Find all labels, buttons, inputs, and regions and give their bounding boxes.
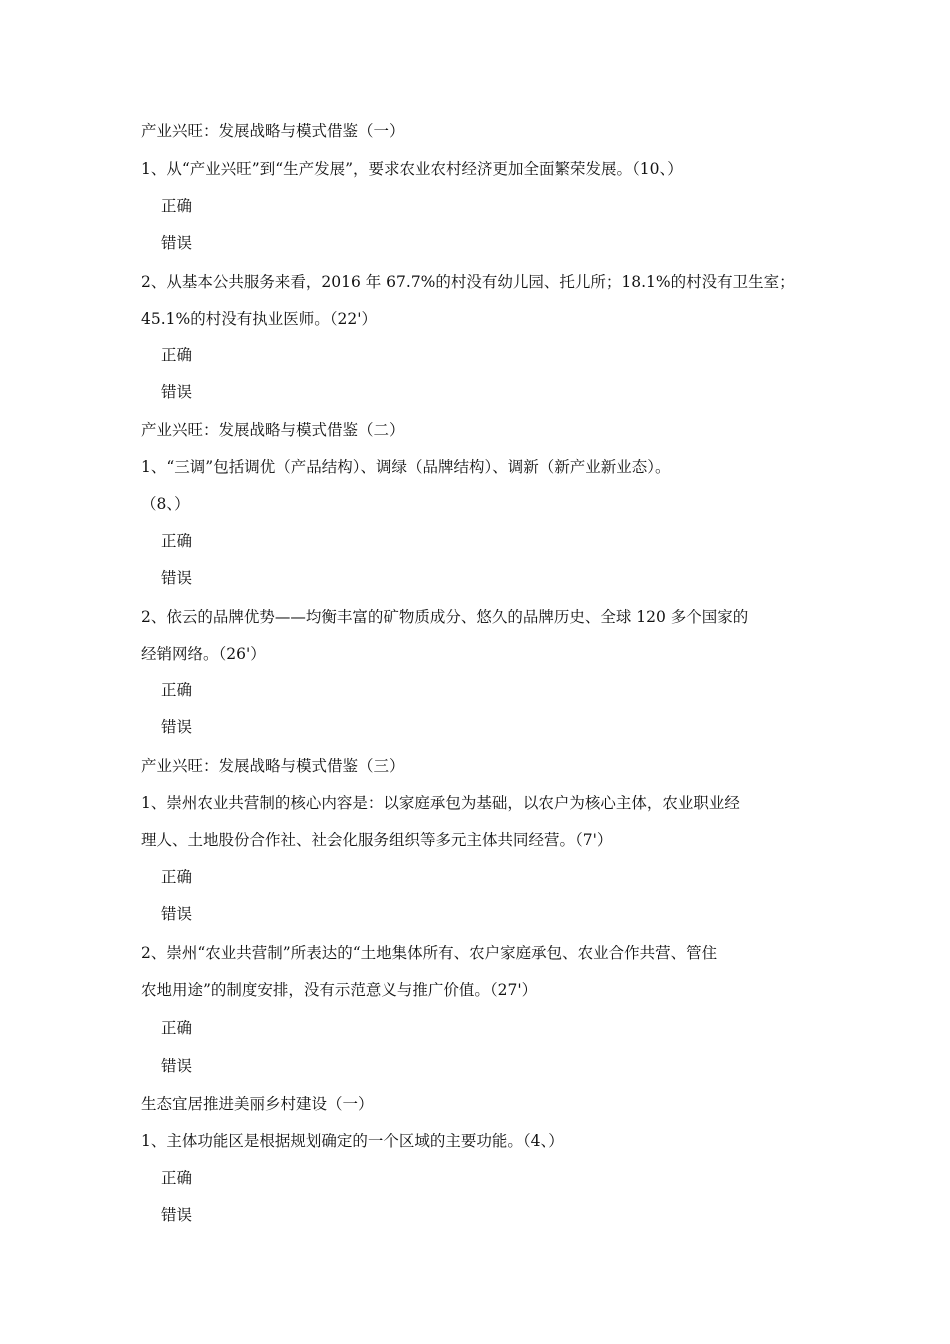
section-title: 生态宜居推进美丽乡村建设（一） <box>141 1095 374 1113</box>
question-text: 1、“三调”包括调优（产品结构）、调绿（品牌结构）、调新（新产业新业态）。 <box>141 458 671 476</box>
question-text-continued: 农地用途”的制度安排，没有示范意义与推广价值。（27'） <box>141 981 538 999</box>
question-text: 2、崇州“农业共营制”所表达的“土地集体所有、农户家庭承包、农业合作共营、管住 <box>141 944 718 962</box>
option-false[interactable]: 错误 <box>161 1206 193 1224</box>
section-title: 产业兴旺：发展战略与模式借鉴（三） <box>141 757 405 775</box>
option-false[interactable]: 错误 <box>161 718 193 736</box>
section-title: 产业兴旺：发展战略与模式借鉴（二） <box>141 421 405 439</box>
option-false[interactable]: 错误 <box>161 569 193 587</box>
option-true[interactable]: 正确 <box>161 197 193 215</box>
question-text: 1、从“产业兴旺”到“生产发展”，要求农业农村经济更加全面繁荣发展。（10、） <box>141 160 683 178</box>
option-true[interactable]: 正确 <box>161 1019 193 1037</box>
question-text: 1、主体功能区是根据规划确定的一个区域的主要功能。（4、） <box>141 1132 564 1150</box>
option-true[interactable]: 正确 <box>161 532 193 550</box>
option-false[interactable]: 错误 <box>161 383 193 401</box>
option-false[interactable]: 错误 <box>161 905 193 923</box>
section-title: 产业兴旺：发展战略与模式借鉴（一） <box>141 122 405 140</box>
option-false[interactable]: 错误 <box>161 234 193 252</box>
question-text-continued: 45.1%的村没有执业医师。（22'） <box>141 310 377 328</box>
option-true[interactable]: 正确 <box>161 681 193 699</box>
option-false[interactable]: 错误 <box>161 1057 193 1075</box>
option-true[interactable]: 正确 <box>161 868 193 886</box>
question-text-continued: 经销网络。（26'） <box>141 645 266 663</box>
question-text-continued: （8、） <box>141 495 190 513</box>
option-true[interactable]: 正确 <box>161 1169 193 1187</box>
question-text: 1、崇州农业共营制的核心内容是：以家庭承包为基础，以农户为核心主体，农业职业经 <box>141 794 740 812</box>
option-true[interactable]: 正确 <box>161 346 193 364</box>
question-text: 2、从基本公共服务来看，2016 年 67.7%的村没有幼儿园、托儿所；18.1%的村没有卫生室； <box>141 273 795 291</box>
question-text-continued: 理人、土地股份合作社、社会化服务组织等多元主体共同经营。（7'） <box>141 831 613 849</box>
question-text: 2、依云的品牌优势——均衡丰富的矿物质成分、悠久的品牌历史、全球 120 多个国家的 <box>141 608 749 626</box>
